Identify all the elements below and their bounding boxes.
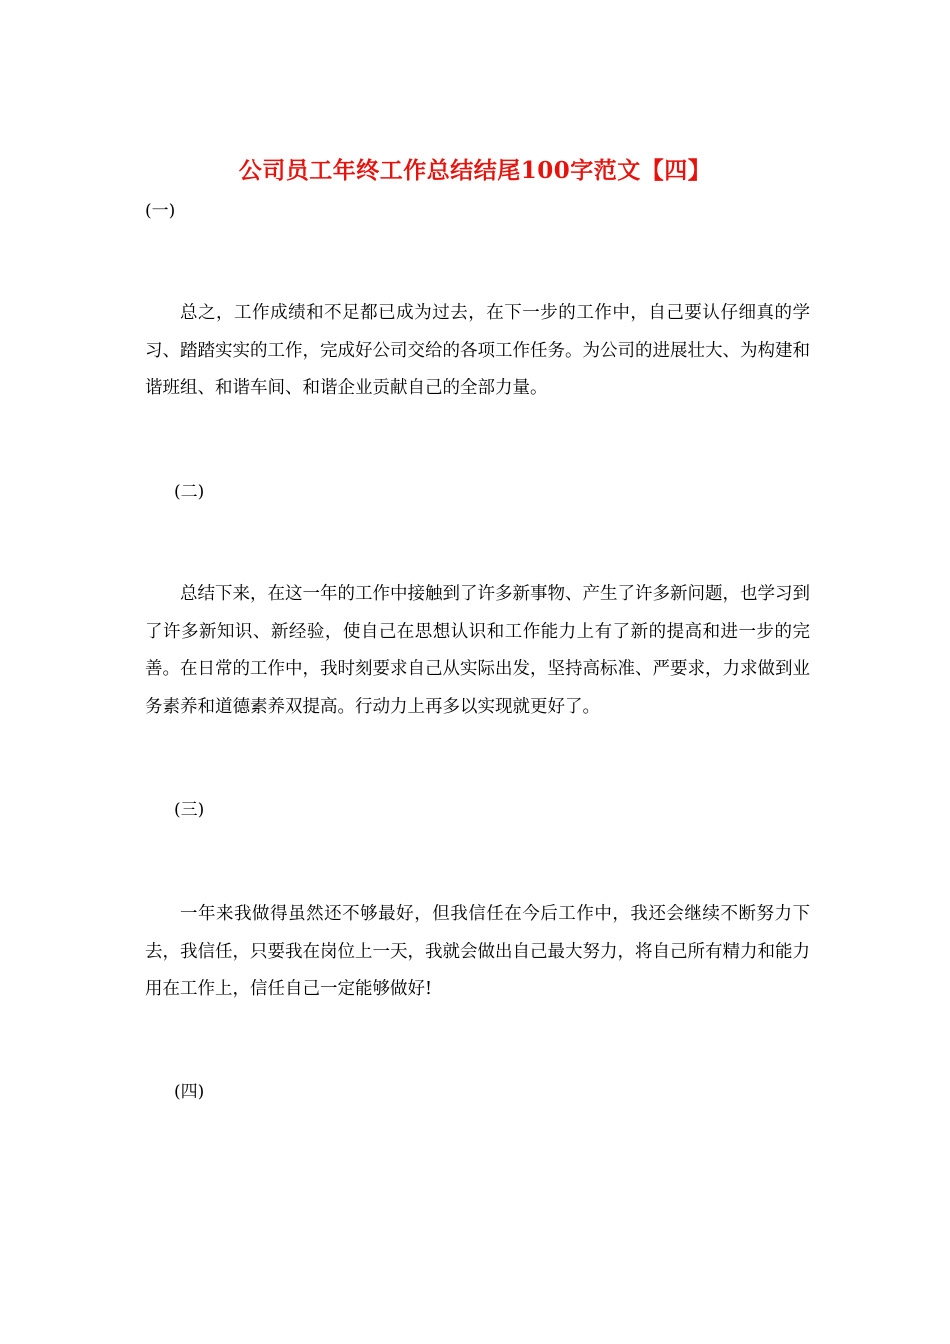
section-marker-1: (一) — [145, 201, 176, 221]
section-paragraph-1: 总之，工作成绩和不足都已成为过去，在下一步的工作中，自己要认仔细真的学习、踏踏实实的工作，完成好公司交给的各项工作任务。为公司的进展壮大、为构建和谐班组、和谐车间、和谐企业贡献自己的全部力量。 — [145, 303, 810, 398]
section-paragraph-3: 一年来我做得虽然还不够最好，但我信任在今后工作中，我还会继续不断努力下去，我信任，只要我在岗位上一天，我就会做出自己最大努力，将自己所有精力和能力用在工作上，信任自己一定能够做好! — [145, 904, 810, 999]
section-marker-4: (四) — [174, 1082, 205, 1102]
section-paragraph-2: 总结下来，在这一年的工作中接触到了许多新事物、产生了许多新问题，也学习到了许多新知识、新经验，使自己在思想认识和工作能力上有了新的提高和进一步的完善。在日常的工作中，我时刻要求自己从实际出发，坚持高标准、严要求，力求做到业务素养和道德素养双提高。行动力上再多以实现就更好了。 — [145, 584, 810, 717]
section-marker-2: (二) — [174, 482, 205, 502]
section-marker-3: (三) — [174, 800, 205, 820]
document-title: 公司员工年终工作总结结尾100字范文【四】 — [238, 157, 712, 184]
